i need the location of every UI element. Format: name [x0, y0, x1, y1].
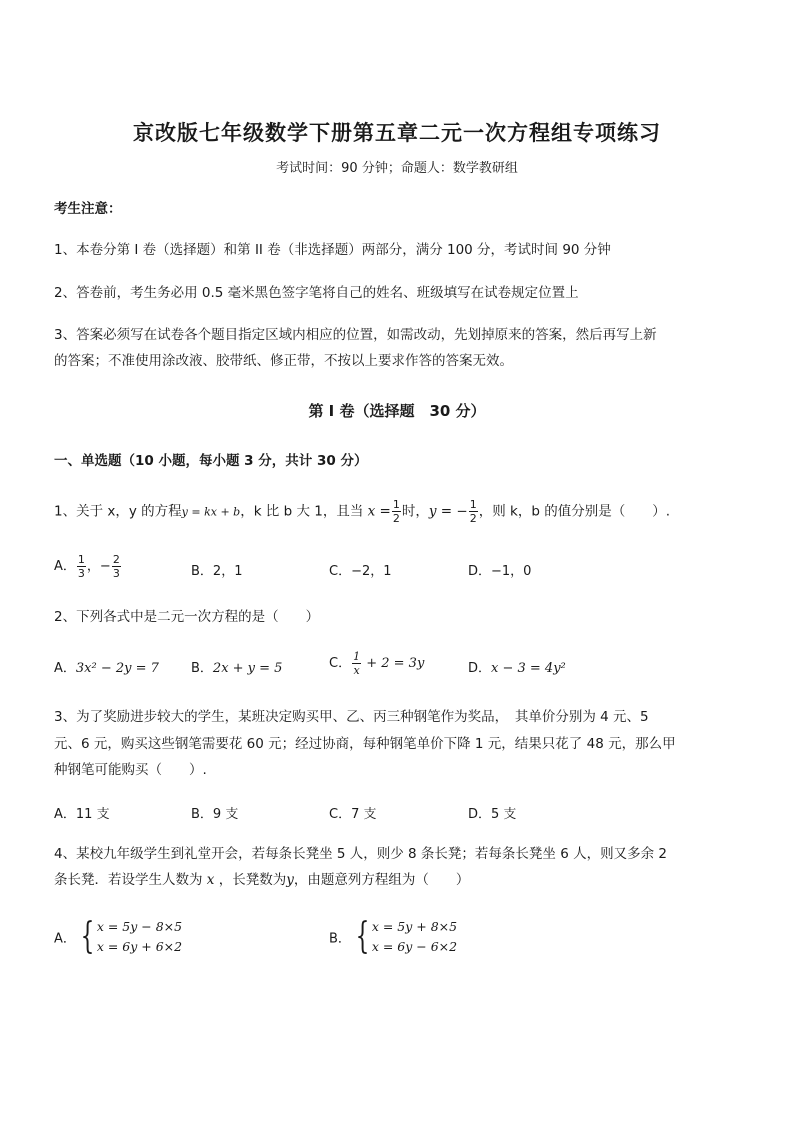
q4-optB-system: x = 5y + 8×5 x = 6y − 6×2 — [371, 919, 458, 954]
q1-option-b: B．2，1 — [191, 564, 243, 579]
q4-option-a: A． { x = 5y − 8×5 x = 6y + 6×2 — [54, 916, 183, 957]
question-2: 2、下列各式中是二元一次方程的是（ ） — [54, 609, 320, 625]
q3-option-a: A．11 支 — [54, 807, 110, 822]
q2-optC-fraction: $\frac{1}{x}$ — [353, 650, 361, 677]
q4-option-b: B． { x = 5y + 8×5 x = 6y − 6×2 — [329, 916, 458, 957]
notice-item-2: 2、答卷前，考生务必用 0.5 毫米黑色签字笔将自己的姓名、班级填写在试卷规定位置上 — [54, 285, 579, 301]
question-1 — [54, 498, 670, 526]
exam-title: 京改版七年级数学下册第五章二元一次方程组专项练习 — [133, 120, 661, 145]
question-3-line-2: 元、6 元，购买这些钢笔需要花 60 元；经过协商，每种钢笔单价下降 1 元，结果只花了 48 元，那么甲 — [54, 736, 676, 752]
q1-equation: y = kx + b — [181, 505, 241, 519]
q1-text-b: ，k 比 b 大 1，且当 — [240, 503, 364, 520]
question-3-line-1: 3、为了奖励进步较大的学生，某班决定购买甲、乙、丙三种钢笔作为奖品， 其单价分别为 4 元、5 — [54, 709, 649, 725]
question-3-line-3: 种钢笔可能购买（ ）. — [54, 762, 207, 778]
notice-heading: 考生注意： — [54, 201, 122, 217]
notice-item-3: 3、答案必须写在试卷各个题目指定区域内相应的位置，如需改动，先划掉原来的答案，然后再写上新 — [54, 327, 657, 343]
q1-fraction-neg-half: $\frac{1}{2}$ — [469, 498, 477, 525]
q1-optA-fraction-1: $\frac{1}{3}$ — [77, 553, 85, 580]
q1-option-a: A． $\frac{1}{3}$ ，− $\frac{2}{3}$ — [54, 553, 120, 580]
notice-item-1: 1、本卷分第 I 卷（选择题）和第 II 卷（非选择题）两部分，满分 100 分，考试时间 90 分钟 — [54, 242, 611, 258]
q1-text-a: 1、关于 x，y 的方程 — [54, 503, 182, 520]
q3-option-b: B．9 支 — [191, 807, 239, 822]
brace-icon: { — [80, 916, 95, 957]
question-4-line-1: 4、某校九年级学生到礼堂开会，若每条长凳坐 5 人，则少 8 条长凳；若每条长凳坐 6 人，则又多余 2 — [54, 846, 667, 862]
notice-item-3-cont: 的答案；不准使用涂改液、胶带纸、修正带，不按以上要求作答的答案无效。 — [54, 353, 513, 369]
part-heading: 一、单选题（10 小题，每小题 3 分，共计 30 分） — [54, 453, 368, 469]
question-4-line-2: 条长凳．若设学生人数为 x ，长凳数为y，由题意列方程组为（ ） — [54, 872, 470, 888]
q2-option-a: A．3x² − 2y = 7 — [54, 661, 159, 676]
q1-text-d: ，则 k，b 的值分别是（ ）. — [478, 503, 670, 520]
q2-option-c: C． $\frac{1}{x}$ + 2 = 3y — [329, 650, 425, 677]
q2-option-d: D．x − 3 = 4y² — [468, 661, 566, 676]
q3-option-d: D．5 支 — [468, 807, 517, 822]
q1-option-c: C．−2，1 — [329, 564, 392, 579]
q4-optA-system: x = 5y − 8×5 x = 6y + 6×2 — [96, 919, 183, 954]
q1-fraction-half: $\frac{1}{2}$ — [392, 498, 400, 525]
brace-icon: { — [355, 916, 370, 957]
exam-subtitle: 考试时间：90 分钟；命题人：数学教研组 — [276, 161, 518, 176]
q1-cond-y: y = − — [428, 503, 468, 520]
q1-cond-x: x = — [367, 503, 391, 520]
section-title: 第 I 卷（选择题 30 分） — [308, 402, 486, 420]
q1-option-d: D．−1，0 — [468, 564, 532, 579]
q2-option-b: B．2x + y = 5 — [191, 661, 283, 676]
q1-optA-fraction-2: $\frac{2}{3}$ — [112, 553, 120, 580]
q1-text-c: 时， — [401, 503, 429, 520]
q3-option-c: C．7 支 — [329, 807, 377, 822]
